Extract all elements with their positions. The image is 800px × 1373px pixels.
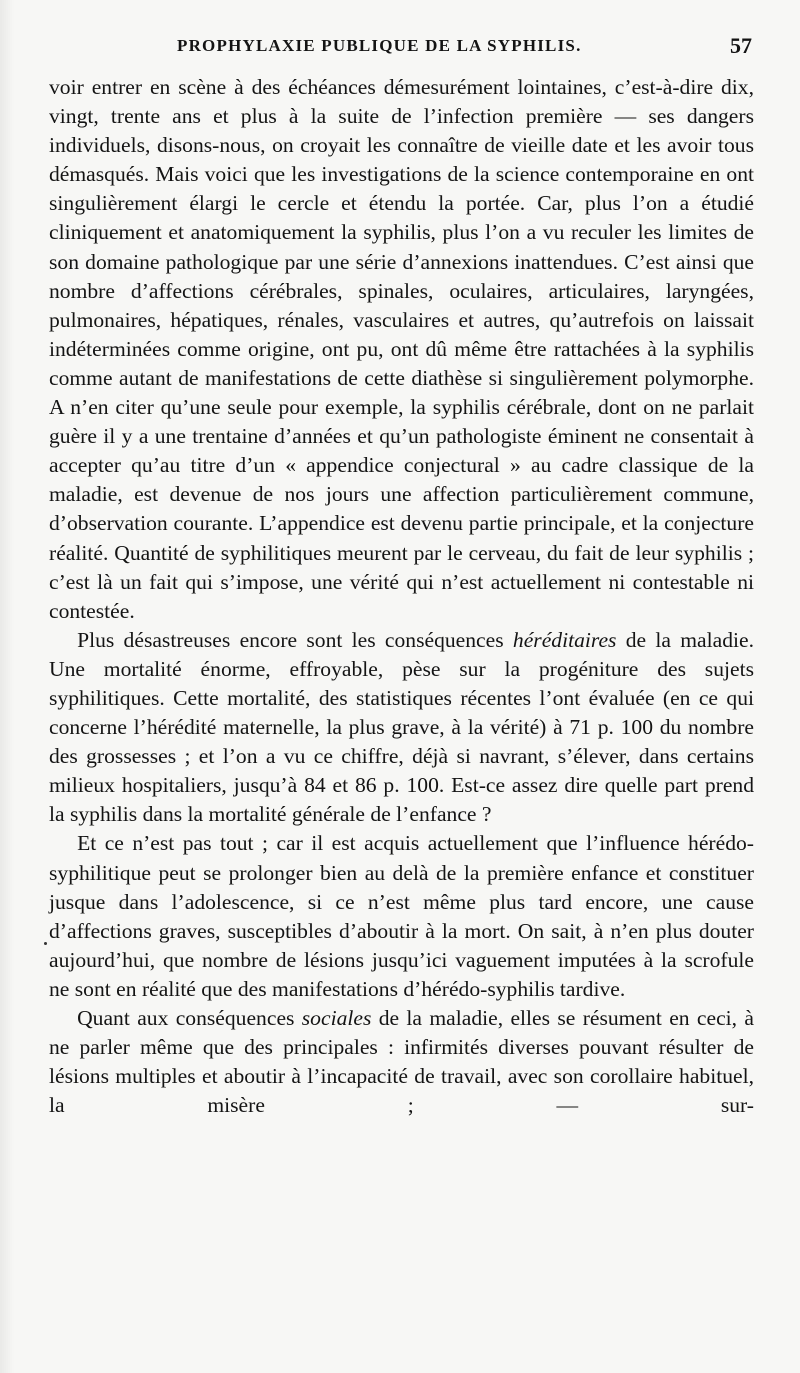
paragraph-social-consequences bbox=[49, 1004, 754, 1120]
page-number: 57 bbox=[730, 33, 752, 58]
paragraph-continued bbox=[49, 73, 754, 626]
ink-speck bbox=[44, 942, 47, 945]
paragraph-hereditary-consequences bbox=[49, 626, 754, 830]
paragraph-text-end: de la maladie. Une mortalité énorme, effroyable, pèse sur la progéniture des sujets syphilitiques. Cette mortalité, des statistiques récentes l’ont évaluée (en ce qui concerne l’hérédité maternelle, la plus grave, à la vérité) à 71 p. 100 du nombre des grossesses ; et l’on a vu ce chiffre, déjà si navrant, s’élever, dans certains milieux hospitaliers, jusqu’à 84 et 86 p. 100. Est-ce assez dire quelle part prend la syphilis dans la mortalité générale de l’enfance ? bbox=[49, 627, 754, 827]
page-edge-shadow bbox=[0, 0, 14, 1373]
italic-term: héréditaires bbox=[512, 627, 617, 652]
paragraph-text-start: Quant aux conséquences bbox=[77, 1006, 302, 1030]
paragraph-text: Et ce n’est pas tout ; car il est acquis actuellement que l’influence hérédo-syphilitique peut se prolonger bien au delà de la première enfance et constituer jusque dans l’adolescence, si ce n’est même plus tard encore, une cause d’affections graves, susceptibles d’aboutir à la mort. On sait, à n’en plus douter aujourd’hui, que nombre de lésions jusqu’ici vaguement imputées à la scrofule ne sont en réalité que des manifestations d’hérédo-syphilis tardive. bbox=[49, 831, 754, 1001]
paragraph-text-end: de la maladie, elles se résument en ceci, à ne parler même que des principales : infirmités diverses pouvant résulter de lésions multiples et aboutir à l’incapacité de travail, avec son corollaire habituel, la misère ; — sur- bbox=[49, 1006, 755, 1118]
paragraph-text-start: Plus désastreuses encore sont les conséquences bbox=[77, 627, 513, 652]
paragraph-late-hereditary-syphilis bbox=[49, 829, 754, 1004]
body-text bbox=[49, 73, 754, 1120]
italic-term: sociales bbox=[301, 1006, 372, 1030]
paragraph-text: voir entrer en scène à des échéances démesurément lointaines, c’est-à-dire dix, vingt, trente ans et plus à la suite de l’infection première — ses dangers individuels, disons-nous, on croyait les connaître de vieille date et les avoir tous démasqués. Mais voici que les investigations de la science contemporaine en ont singulièrement élargi le cercle et étendu la portée. Car, plus l’on a étudié cliniquement et anatomiquement la syphilis, plus l’on a vu reculer les limites de son domaine pathologique par une série d’annexions inattendues. C’est ainsi que nombre d’affections cérébrales, spinales, oculaires, articulaires, laryngées, pulmonaires, hépatiques, rénales, vasculaires et autres, qu’autrefois on laissait indéterminées comme origine, ont pu, ont dû même être rattachées à la syphilis comme autant de manifestations de cette diathèse si singulièrement polymorphe. A n’en citer qu’une seule pour exemple, la syphilis cérébrale, dont on ne parlait guère il y a une trentaine d’années et qu’un pathologiste éminent ne consentait à accepter qu’au titre d’un « appendice conjectural » au cadre classique de la maladie, est devenue de nos jours une affection particulièrement commune, d’observation courante. L’appendice est devenu partie principale, et la conjecture réalité. Quantité de syphilitiques meurent par le cerveau, du fait de leur syphilis ; c’est là un fait qui s’impose, une vérité qui n’est actuellement ni contestable ni contestée. bbox=[49, 75, 754, 623]
running-head-title: PROPHYLAXIE PUBLIQUE DE LA SYPHILIS. bbox=[177, 36, 582, 55]
running-head bbox=[49, 33, 754, 62]
